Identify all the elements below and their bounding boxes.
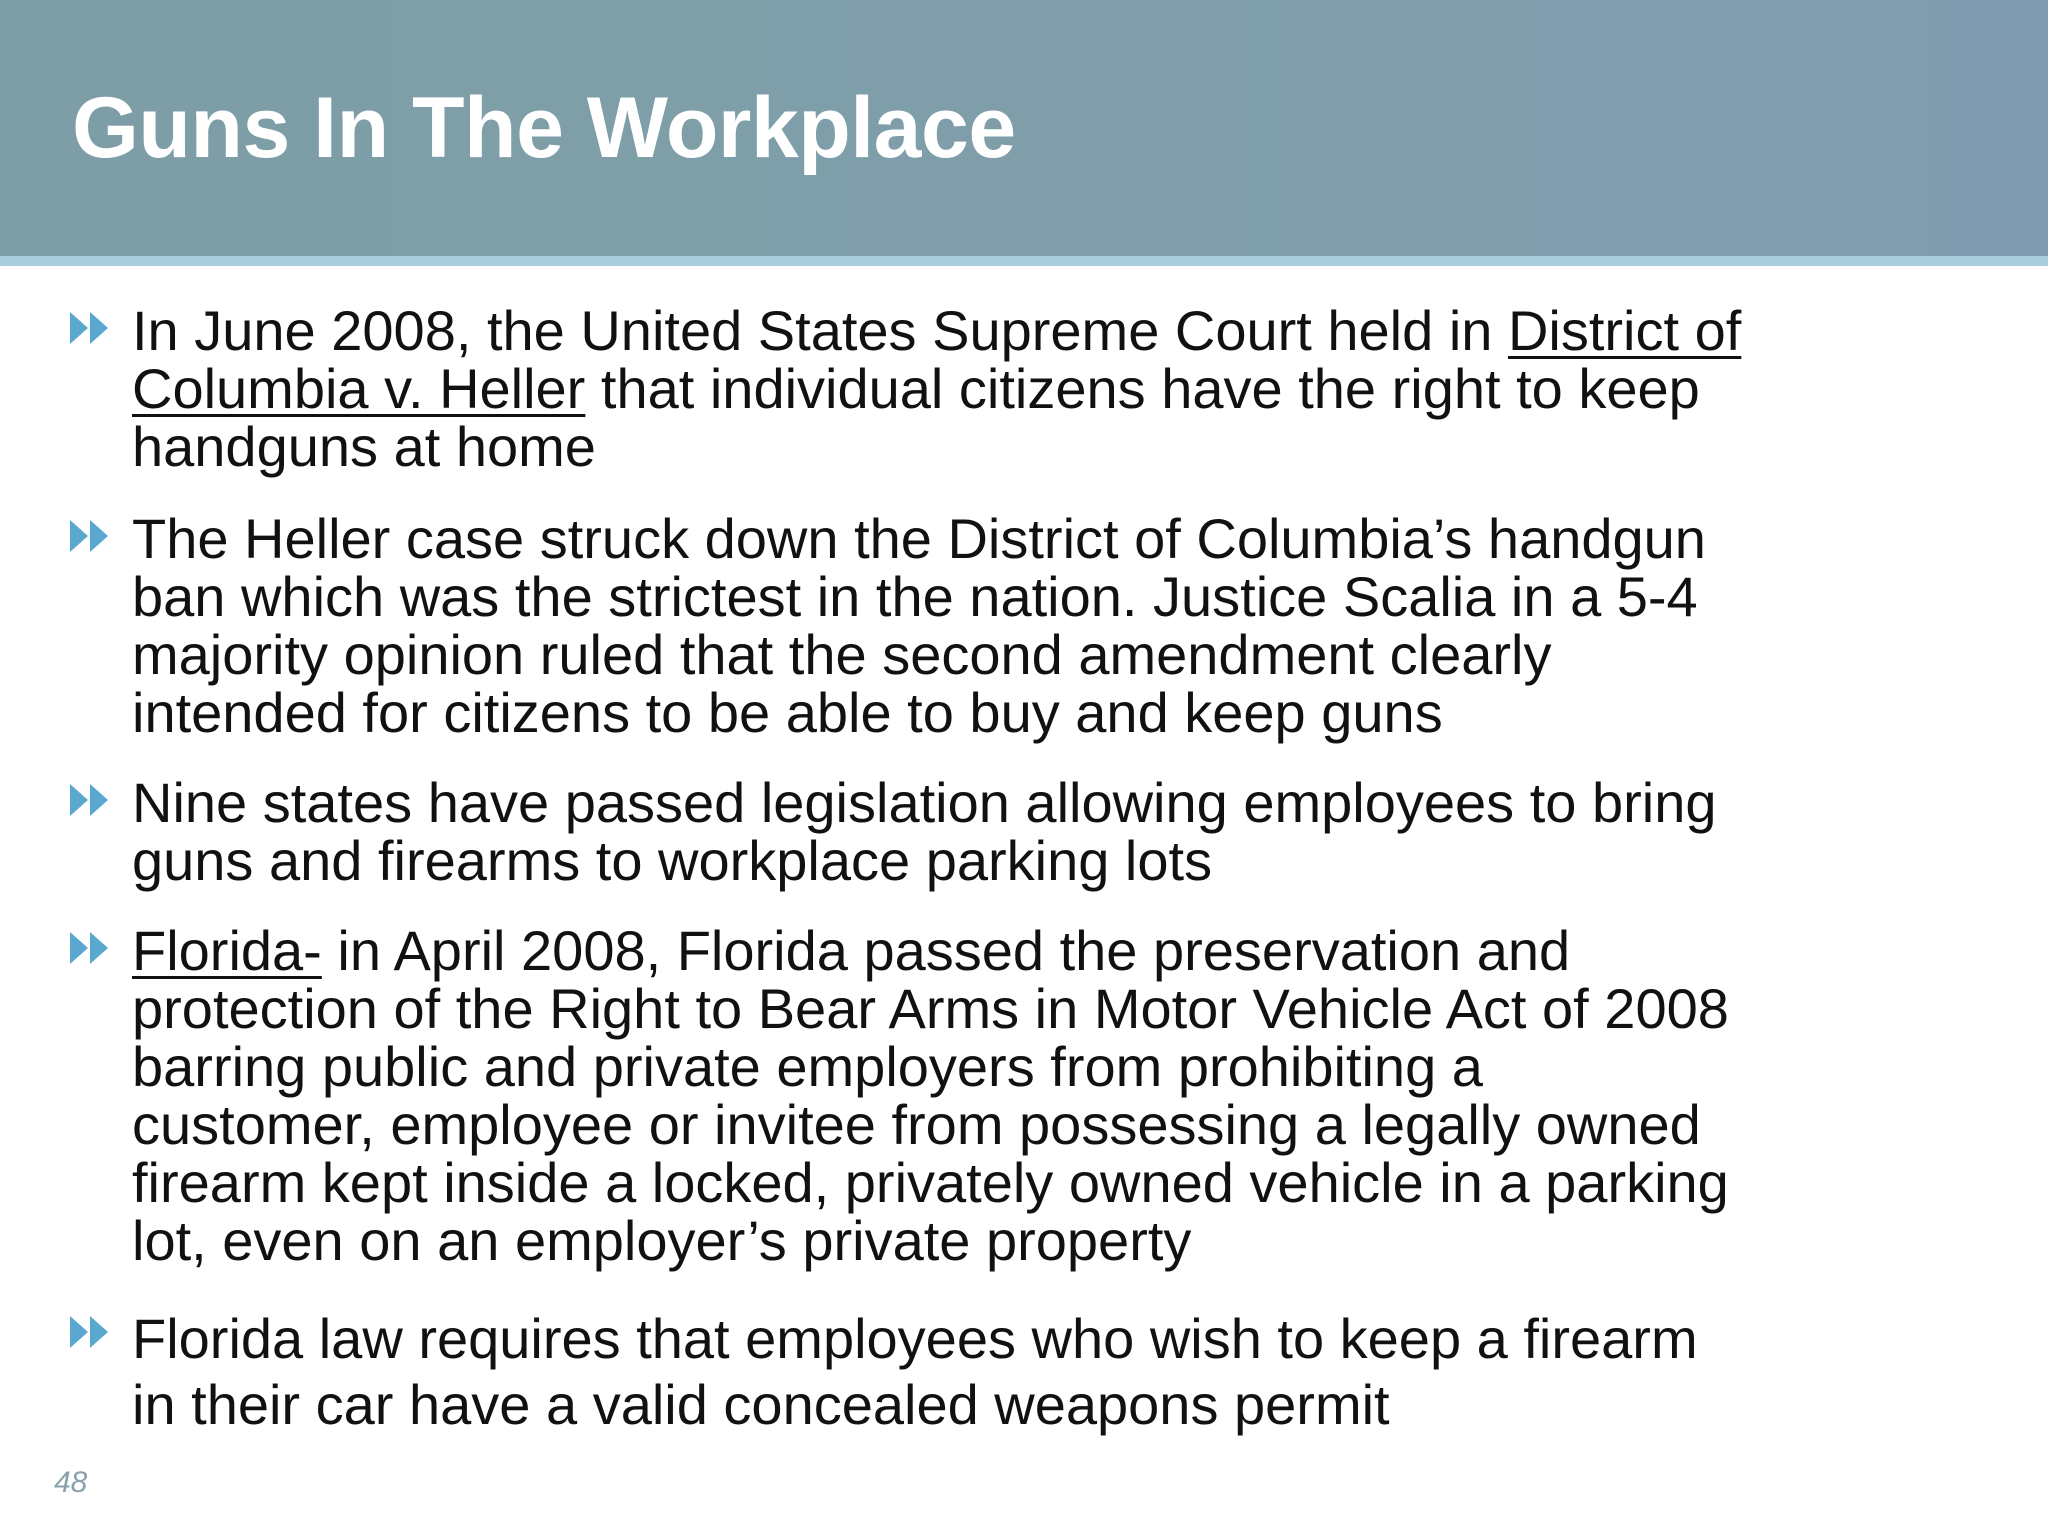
bullet-line: protection of the Right to Bear Arms in Motor Vehicle Act of 2008 xyxy=(132,977,1729,1040)
bullet-line: firearm kept inside a locked, privately owned vehicle in a parking xyxy=(132,1151,1729,1214)
bullet-line: guns and firearms to workplace parking lots xyxy=(132,829,1213,892)
page-number: 48 xyxy=(54,1466,88,1499)
bullet-line xyxy=(132,299,2032,362)
double-chevron-right-icon xyxy=(68,308,118,348)
bullet-text xyxy=(132,919,2032,1272)
double-chevron-right-icon xyxy=(68,1312,118,1352)
slide-title: Guns In The Workplace xyxy=(72,80,1016,176)
bullet-line: Nine states have passed legislation allowing employees to bring xyxy=(132,771,1717,834)
bullet-text xyxy=(132,1306,2032,1438)
bullet-line: intended for citizens to be able to buy and keep guns xyxy=(132,681,1443,744)
bullet-text xyxy=(132,771,2032,892)
text-run: that individual citizens have the right to keep xyxy=(585,357,1700,420)
bullet-text xyxy=(132,507,2032,744)
bullet-text xyxy=(132,299,2032,478)
bullet-line xyxy=(132,357,2032,420)
bullet-line: Florida law requires that employees who wish to keep a firearm xyxy=(132,1307,1698,1370)
state-label: Florida- xyxy=(132,919,322,982)
bullet-line: in their car have a valid concealed weapons permit xyxy=(132,1373,1390,1436)
double-chevron-right-icon xyxy=(68,928,118,968)
text-run: in April 2008, Florida passed the preservation and xyxy=(321,919,1571,982)
double-chevron-right-icon xyxy=(68,780,118,820)
bullet-line xyxy=(132,919,2032,982)
bullet-line: customer, employee or invitee from possessing a legally owned xyxy=(132,1093,1701,1156)
bullet-line: The Heller case struck down the District of Columbia’s handgun xyxy=(132,507,1706,570)
bullet-line: barring public and private employers from prohibiting a xyxy=(132,1035,1483,1098)
double-chevron-right-icon xyxy=(68,516,118,556)
case-name-link: Columbia v. Heller xyxy=(132,357,586,420)
case-name-link: District of xyxy=(1507,299,1742,362)
bullet-line: majority opinion ruled that the second amendment clearly xyxy=(132,623,1552,686)
text-run: In June 2008, the United States Supreme Court held in xyxy=(132,299,1508,362)
bullet-line: lot, even on an employer’s private property xyxy=(132,1209,1192,1272)
bullet-line: ban which was the strictest in the nation. Justice Scalia in a 5-4 xyxy=(132,565,1698,628)
bullet-line: handguns at home xyxy=(132,415,596,478)
